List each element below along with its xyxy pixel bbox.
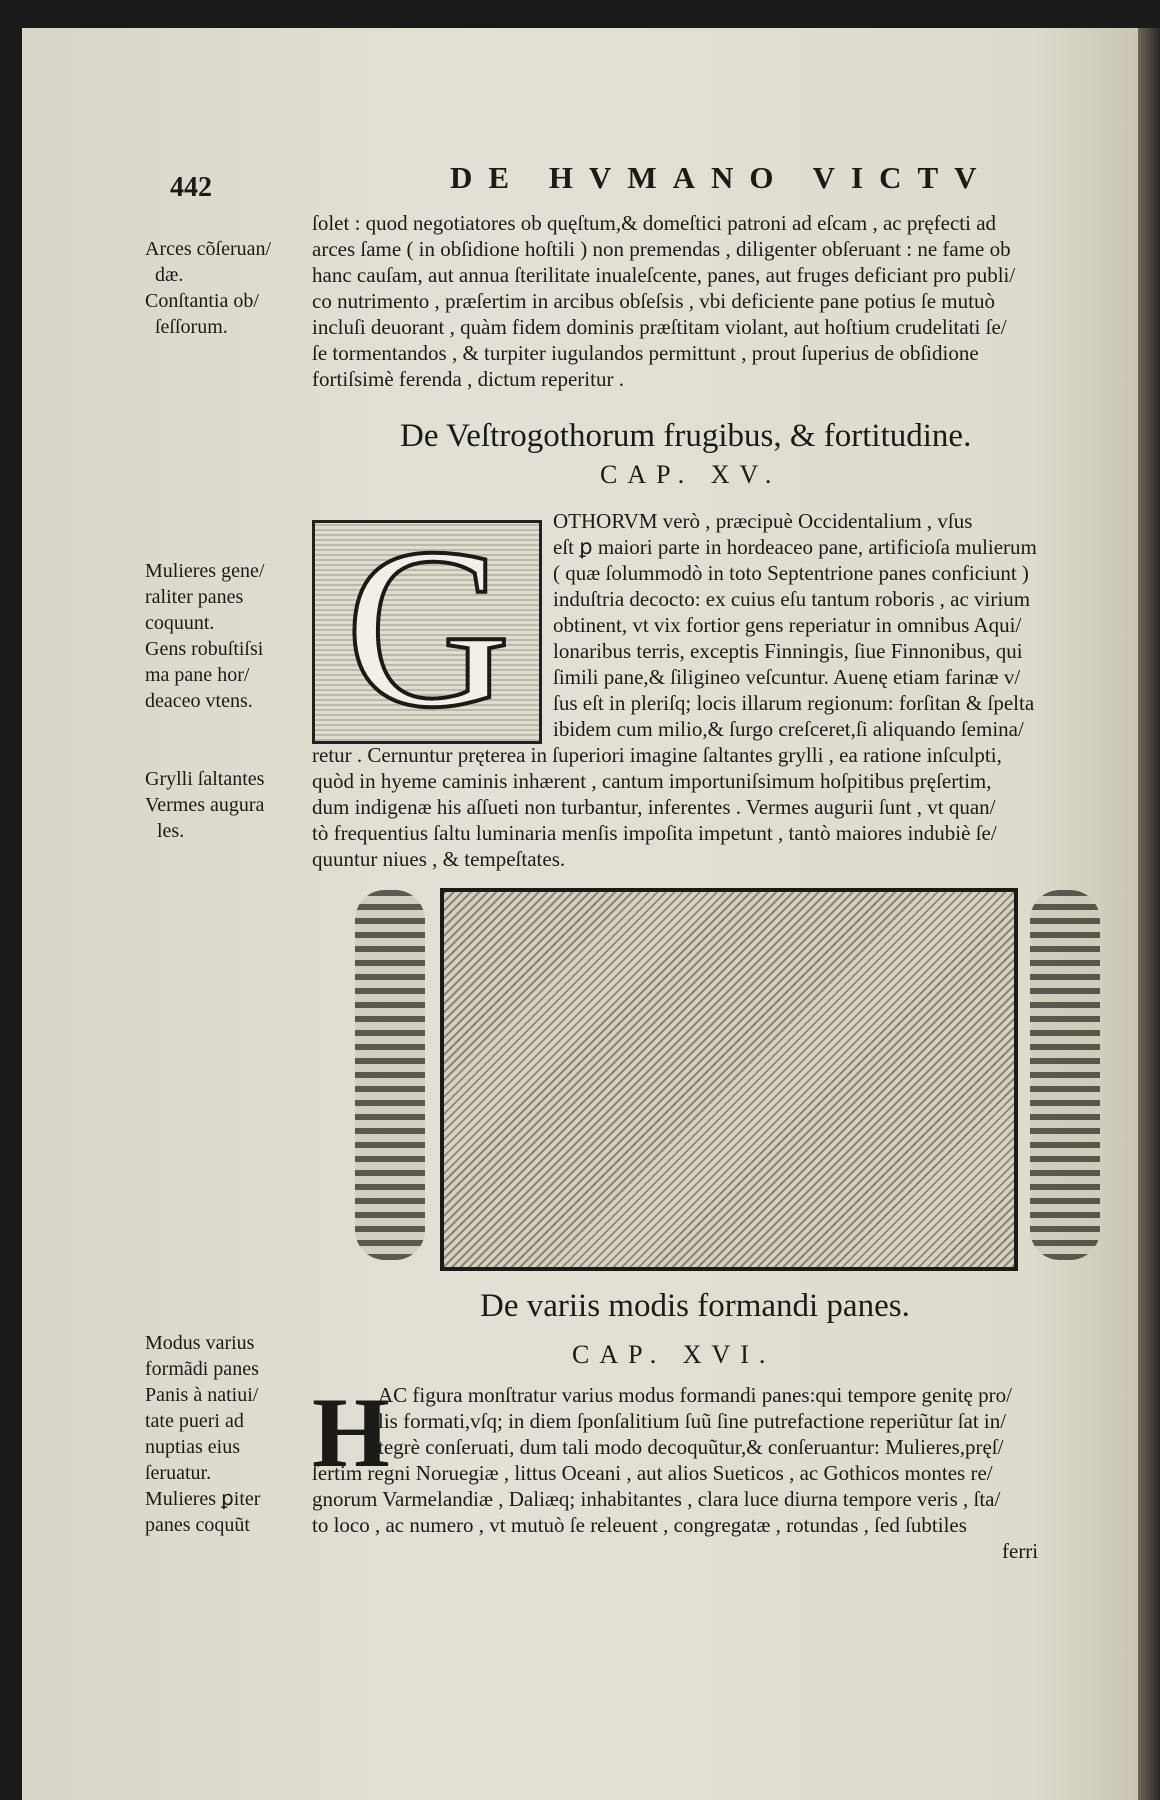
- margin-note: deaceo vtens.: [145, 690, 253, 712]
- page-number: 442: [170, 172, 212, 203]
- margin-note: coquunt.: [145, 612, 215, 634]
- margin-note: Grylli ſaltantes: [145, 768, 265, 790]
- right-ornament: [1030, 890, 1100, 1260]
- text-line: tegrè conſeruati, dum tali modo decoquũtur,& conſeruantur: Mulieres,pręſ/: [378, 1435, 1004, 1459]
- section1-text: [312, 210, 1015, 392]
- chapter16-cap: CAP. XVI.: [572, 1340, 776, 1369]
- page-edge: [1138, 28, 1160, 1800]
- margin-note: Arces cõſeruan/: [145, 238, 272, 260]
- text-line: ſolet : quod negotiatores ob quęſtum,& domeſtici patroni ad eſcam , ac pręfecti ad: [312, 211, 997, 235]
- margin-note: Modus varius: [145, 1332, 255, 1354]
- margin-notes-2: [145, 558, 264, 714]
- margin-note: les.: [157, 820, 185, 842]
- woodcut-illustration-bakers: [440, 888, 1018, 1271]
- text-line: lis formati,vſq; in diem ſponſalitium ſuũ ſine putrefactione reperiũtur ſat in/: [378, 1409, 1007, 1433]
- chapter15-cap: CAP. XV.: [600, 460, 782, 489]
- margin-note: formãdi panes: [145, 1358, 259, 1380]
- text-line: retur . Cernuntur pręterea in ſuperiori imagine ſaltantes grylli , ea ratione inſculpti,: [312, 743, 1002, 767]
- text-line: OTHORVM verò , præcipuè Occidentalium , vſus: [553, 509, 973, 533]
- chapter16-text: [312, 1460, 1038, 1564]
- chapter16-title: De variis modis formandi panes.: [480, 1288, 910, 1324]
- text-line: hanc cauſam, aut annua ſterilitate inualeſcente, panes, aut fruges deficiant pro publi/: [312, 263, 1016, 287]
- left-ornament: [355, 890, 425, 1260]
- text-line: to loco , ac numero , vt mutuò ſe releuent , congregatæ , rotundas , ſed ſubtiles: [312, 1513, 967, 1537]
- margin-note: Conſtantia ob/: [145, 290, 259, 312]
- margin-note: raliter panes: [145, 586, 244, 608]
- text-line: ſimili pane,& ſiligineo veſcuntur. Auenę etiam farinæ v/: [553, 665, 1021, 689]
- margin-notes-4: [145, 1330, 260, 1538]
- margin-note: dæ.: [155, 264, 184, 286]
- margin-note: ſeruatur.: [145, 1462, 212, 1484]
- margin-note: ſeſſorum.: [155, 316, 228, 338]
- text-line: lonaribus terris, exceptis Finningis, ſiue Finnonibus, qui: [553, 639, 1023, 663]
- text-line: co nutrimento , præſertim in arcibus obſeſsis , vbi deficiente pane potius ſe mutuò: [312, 289, 995, 313]
- chapter16-text-wrapped: [378, 1382, 1012, 1460]
- margin-note: tate pueri ad: [145, 1410, 244, 1432]
- catchword: ferri: [1002, 1539, 1039, 1563]
- margin-notes-1: [145, 236, 271, 340]
- text-line: ſus eſt in pleriſq; locis illarum regionum: forſitan & ſpelta: [553, 691, 1035, 715]
- margin-note: Vermes augura: [145, 794, 265, 816]
- margin-note: Mulieres gene/: [145, 560, 265, 582]
- text-line: ( quæ ſolummodò in toto Septentrione panes conficiunt ): [553, 561, 1029, 585]
- text-line: fortiſsimè ferenda , dictum reperitur .: [312, 367, 624, 391]
- initial-h: H: [312, 1377, 390, 1488]
- margin-note: Panis à natiui/: [145, 1384, 259, 1406]
- text-line: ſertim regni Noruegiæ , littus Oceani , aut alios Sueticos , ac Gothicos montes re/: [312, 1461, 993, 1485]
- margin-note: Mulieres ꝑiter: [145, 1488, 261, 1510]
- margin-note: nuptias eius: [145, 1436, 240, 1458]
- text-line: quòd in hyeme caminis inhærent , cantum importuniſsimum hoſpitibus pręſertim,: [312, 769, 992, 793]
- text-line: AC figura monſtratur varius modus formandi panes:qui tempore genitę pro/: [378, 1383, 1012, 1407]
- text-line: induſtria decocto: ex cuius eſu tantum roboris , ac virium: [553, 587, 1031, 611]
- margin-notes-3: [145, 766, 264, 844]
- decorated-initial-g: G: [312, 520, 542, 744]
- margin-note: Gens robuſtiſsi: [145, 638, 264, 660]
- margin-note: ma pane hor/: [145, 664, 250, 686]
- text-line: eſt ꝑ maiori parte in hordeaceo pane, artificioſa mulierum: [553, 535, 1037, 559]
- margin-note: panes coquũt: [145, 1514, 250, 1536]
- chapter15-text: [312, 742, 1002, 872]
- text-line: dum indigenæ his aſſueti non turbantur, inferentes . Vermes augurii ſunt , vt quan/: [312, 795, 996, 819]
- text-line: quuntur niues , & tempeſtates.: [312, 847, 566, 871]
- chapter15-title: De Veſtrogothorum frugibus, & fortitudine.: [400, 418, 972, 454]
- text-line: gnorum Varmelandiæ , Daliæq; inhabitantes , clara luce diurna tempore veris , ſta/: [312, 1487, 1001, 1511]
- chapter15-text-wrapped: [553, 508, 1037, 742]
- running-head: DE HVMANO VICTV: [450, 160, 993, 195]
- text-line: ibidem cum milio,& ſurgo creſceret,ſi aliquando ſemina/: [553, 717, 1024, 741]
- text-line: arces ſame ( in obſidione hoſtili ) non premendas , diligenter obſeruant : ne fame ob: [312, 237, 1011, 261]
- text-line: tò frequentius ſaltu luminaria menſis impoſita impetunt , tantò maiores indubiè ſe/: [312, 821, 997, 845]
- text-line: obtinent, vt vix fortior gens reperiatur in omnibus Aqui/: [553, 613, 1022, 637]
- text-line: incluſi deuorant , quàm fidem dominis præſtitam violant, aut hoſtium crudelitati ſe/: [312, 315, 1007, 339]
- text-line: ſe tormentandos , & turpiter iugulandos permittunt , prout ſuperius de obſidione: [312, 341, 979, 365]
